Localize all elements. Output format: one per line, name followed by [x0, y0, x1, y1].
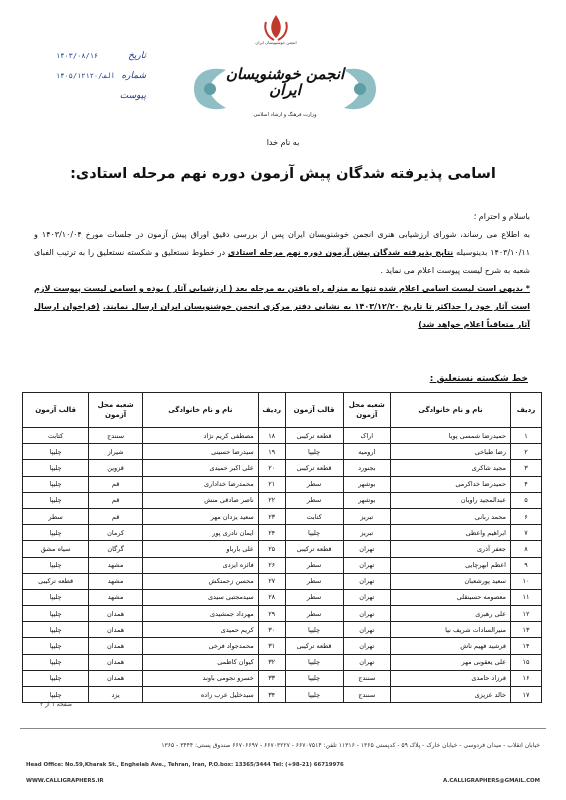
table-cell: یزد	[89, 687, 143, 703]
table-row	[23, 508, 542, 524]
table-cell: چلیپا	[23, 460, 89, 476]
table-cell: قطعه ترکیبی	[285, 541, 343, 557]
table-cell: ابراهیم واعظی	[391, 525, 511, 541]
table-cell: چلیپا	[285, 670, 343, 686]
logo-caption: انجمن خوشنویسان ایران	[255, 40, 297, 45]
table-cell: ۳۲	[258, 654, 285, 670]
table-row	[23, 654, 542, 670]
table-cell: همدان	[89, 654, 143, 670]
footer-divider	[20, 728, 546, 729]
table-cell: ۱۲	[510, 606, 541, 622]
table-cell: سیدرضا حسینی	[142, 444, 258, 460]
page-number: صفحه ۱ از ۲	[40, 701, 72, 708]
candidates-table	[22, 392, 542, 703]
page-title: اسامی پذیرفته شدگان پیش آزمون دوره نهم مرحله استادی:	[70, 166, 496, 182]
letter-meta	[56, 46, 146, 106]
table-cell: سطر	[285, 557, 343, 573]
table-cell: سنندج	[343, 687, 391, 703]
table-cell: سطر	[285, 476, 343, 492]
table-cell: سنندج	[89, 428, 143, 444]
table-cell: قم	[89, 476, 143, 492]
society-name: انجمن خوشنویسان ایران	[225, 65, 345, 99]
table-cell: تهران	[343, 557, 391, 573]
greeting: باسلام و احترام ؛	[473, 212, 530, 221]
table-cell: چلیپا	[23, 444, 89, 460]
table-cell: فرزاد حامدی	[391, 670, 511, 686]
table-row	[23, 687, 542, 703]
table-cell: قزوین	[89, 460, 143, 476]
ornament-right-icon	[340, 62, 380, 116]
table-cell: همدان	[89, 670, 143, 686]
footer-contacts	[26, 778, 540, 784]
table-row	[23, 638, 542, 654]
column-header: شعبه محل آزمون	[89, 393, 143, 428]
table-cell: محسن زحمتکش	[142, 573, 258, 589]
table-cell: ۹	[510, 557, 541, 573]
table-cell: قطعه ترکیبی	[285, 428, 343, 444]
table-row	[23, 541, 542, 557]
ministry-line: وزارت فرهنگ و ارشاد اسلامی	[253, 112, 317, 118]
table-cell: کتابت	[285, 508, 343, 524]
table-cell: تهران	[343, 541, 391, 557]
table-cell: فائزه ایزدی	[142, 557, 258, 573]
table-cell: سنندج	[343, 670, 391, 686]
table-cell: عبدالمجید راویان	[391, 492, 511, 508]
table-cell: چلیپا	[23, 638, 89, 654]
table-cell: ۱۹	[258, 444, 285, 460]
table-cell: کیوان کاظمی	[142, 654, 258, 670]
table-cell: ۱۰	[510, 573, 541, 589]
table-cell: سیدمجتبی سیدی	[142, 589, 258, 605]
table-cell: کرمان	[89, 525, 143, 541]
table-cell: بوشهر	[343, 492, 391, 508]
table-cell: ۸	[510, 541, 541, 557]
table-row	[23, 525, 542, 541]
table-cell: چلیپا	[23, 670, 89, 686]
table-cell: چلیپا	[23, 687, 89, 703]
column-header: ردیف	[510, 393, 541, 428]
table-cell: جعفر آذری	[391, 541, 511, 557]
table-row	[23, 476, 542, 492]
table-cell: مشهد	[89, 557, 143, 573]
table-cell: خالد عزیزی	[391, 687, 511, 703]
table-row	[23, 606, 542, 622]
table-cell: سطر	[285, 573, 343, 589]
table-cell: ۲۱	[258, 476, 285, 492]
table-cell: سعید پورشعبان	[391, 573, 511, 589]
table-cell: علی بارباو	[142, 541, 258, 557]
table-cell: محمدجواد فرخی	[142, 638, 258, 654]
table-header-row	[23, 393, 542, 428]
table-cell: سعید یزدان مهر	[142, 508, 258, 524]
table-cell: خسرو نجومی باوند	[142, 670, 258, 686]
table-cell: ۱۳	[510, 622, 541, 638]
table-cell: حمیدرضا شمسی پویا	[391, 428, 511, 444]
table-row	[23, 557, 542, 573]
table-cell: ۶	[510, 508, 541, 524]
table-cell: ۵	[510, 492, 541, 508]
table-cell: فرشید فهیم ناش	[391, 638, 511, 654]
table-cell: چلیپا	[23, 606, 89, 622]
table-cell: ایمان نادری پور	[142, 525, 258, 541]
column-header: شعبه محل آزمون	[343, 393, 391, 428]
table-cell: مجید شاکری	[391, 460, 511, 476]
table-cell: چلیپا	[285, 525, 343, 541]
table-cell: چلیپا	[285, 444, 343, 460]
table-cell: تهران	[343, 638, 391, 654]
table-cell: ۳	[510, 460, 541, 476]
table-cell: ۱۵	[510, 654, 541, 670]
table-cell: سطر	[23, 508, 89, 524]
table-cell: تهران	[343, 589, 391, 605]
table-cell: محمد ربانی	[391, 508, 511, 524]
table-cell: ۳۰	[258, 622, 285, 638]
table-row	[23, 670, 542, 686]
letter-body	[34, 208, 530, 334]
table-cell: چلیپا	[23, 476, 89, 492]
table-cell: ۱۶	[510, 670, 541, 686]
footer-address-en: Head Office: No.59,Kharak St., Enghelab Ave., Tehran, Iran, P.O.box: 13365/3444 Tel: (+98-21) 66719976	[26, 762, 344, 768]
table-cell: ۷	[510, 525, 541, 541]
table-row	[23, 444, 542, 460]
table-cell: چلیپا	[23, 622, 89, 638]
website-link[interactable]: WWW.CALLIGRAPHERS.IR	[26, 778, 104, 784]
paragraph-1: به اطلاع می رساند، شورای ارزشیابی هنری انجمن خوشنویسان ایران پس از بررسی دقیق اوراق پیش آزمون در جلسات مورخ ۱۴۰۳/۱۰/۰۴ و ۱۴۰۳/۱۰/۱۱ بدینوسیله نتایج پذیرفته شدگان پیش آزمون دوره نهم مرحله استادی در خطوط نستعلیق و شکسته نستعلیق را به ترتیب الفبای شعبه به شرح لیست پیوست اعلام می نماید .	[34, 230, 531, 275]
table-cell: ۲۰	[258, 460, 285, 476]
table-cell: چلیپا	[23, 492, 89, 508]
table-cell: مهرداد جمشیدی	[142, 606, 258, 622]
table-cell: همدان	[89, 622, 143, 638]
table-cell: قم	[89, 508, 143, 524]
table-cell: علی یعقوبی مهر	[391, 654, 511, 670]
table-cell: مشهد	[89, 573, 143, 589]
table-cell: سطر	[285, 589, 343, 605]
table-cell: چلیپا	[23, 589, 89, 605]
meta-date: ۱۴۰۳/۰۸/۱۶ تاریخ	[56, 51, 146, 61]
table-cell: تهران	[343, 573, 391, 589]
table-cell: ۱۱	[510, 589, 541, 605]
table-cell: ۱	[510, 428, 541, 444]
table-cell: ۲۹	[258, 606, 285, 622]
table-row	[23, 622, 542, 638]
table-cell: سطر	[285, 606, 343, 622]
table-row	[23, 589, 542, 605]
table-cell: مشهد	[89, 589, 143, 605]
column-header: قالب آزمون	[285, 393, 343, 428]
table-cell: ۲۴	[258, 525, 285, 541]
table-row	[23, 492, 542, 508]
table-row	[23, 428, 542, 444]
table-cell: رضا طباخی	[391, 444, 511, 460]
table-cell: ۴	[510, 476, 541, 492]
footer-address-fa: خیابان انقلاب - میدان فردوسی - خیابان خارک - پلاک ۵۹ - کدپستی ۱۳۶۵ - ۱۱۳۱۶ تلفن: ۶۶۷۰۷۵۱۴ - ۶۶۷۰۳۲۲۷ - ۶۶۷۰۶۶۹۷ صندوق پستی: ۳۴۴۴ - ۱۳۶۵	[161, 742, 540, 749]
table-cell: ۳۴	[258, 687, 285, 703]
table-cell: قطعه ترکیبی	[285, 638, 343, 654]
table-cell: اراک	[343, 428, 391, 444]
table-cell: چلیپا	[23, 557, 89, 573]
table-cell: همدان	[89, 606, 143, 622]
table-cell: چلیپا	[285, 687, 343, 703]
table-cell: ناصر صادقی منش	[142, 492, 258, 508]
table-cell: ۲۷	[258, 573, 285, 589]
meta-attachment: پیوست	[119, 91, 146, 101]
table-cell: ۱۴	[510, 638, 541, 654]
table-cell: ۲۵	[258, 541, 285, 557]
table-row	[23, 573, 542, 589]
table-cell: چلیپا	[23, 654, 89, 670]
table-cell: گرگان	[89, 541, 143, 557]
table-cell: سیدخلیل عرب زاده	[142, 687, 258, 703]
table-cell: منیرالسادات شریف نیا	[391, 622, 511, 638]
table-cell: تهران	[343, 606, 391, 622]
table-cell: چلیپا	[285, 622, 343, 638]
table-cell: ۳۱	[258, 638, 285, 654]
table-cell: علی اکبر حمیدی	[142, 460, 258, 476]
table-cell: محمدرضا خداداری	[142, 476, 258, 492]
table-cell: ۲	[510, 444, 541, 460]
meta-number: ۱۴۰۵/۱۲۱۲۰/الف شماره	[56, 71, 146, 81]
column-header: قالب آزمون	[23, 393, 89, 428]
table-cell: ۲۸	[258, 589, 285, 605]
table-cell: مصطفی کریم نژاد	[142, 428, 258, 444]
table-cell: علی رهبری	[391, 606, 511, 622]
table-cell: تهران	[343, 654, 391, 670]
table-cell: چلیپا	[23, 525, 89, 541]
table-cell: همدان	[89, 638, 143, 654]
table-cell: اعظم ابهرچایی	[391, 557, 511, 573]
table-cell: سطر	[285, 492, 343, 508]
table-cell: تبریز	[343, 508, 391, 524]
table-cell: کریم حمیدی	[142, 622, 258, 638]
table-cell: بجنورد	[343, 460, 391, 476]
section-title: خط شکسته نستعلیق :	[429, 374, 528, 384]
table-cell: تبریز	[343, 525, 391, 541]
table-cell: ارومیه	[343, 444, 391, 460]
table-body	[23, 428, 542, 703]
table-cell: ۱۷	[510, 687, 541, 703]
table-cell: ۲۳	[258, 508, 285, 524]
table-cell: ۱۸	[258, 428, 285, 444]
column-header: نام و نام خانوادگی	[391, 393, 511, 428]
table-cell: قطعه ترکیبی	[23, 573, 89, 589]
table-cell: کتابت	[23, 428, 89, 444]
table-row	[23, 460, 542, 476]
table-cell: تهران	[343, 622, 391, 638]
paragraph-2: * بدیهی است لیست اسامی اعلام شده تنها به منزله راه یافتن به مرحله بعد ( ارزشیابی آثار ) بوده و اسامی لیست پیوست لازم است آثار خود را حداکثر تا تاریخ ۱۴۰۳/۱۲/۲۰ به نشانی دفتر مرکزی انجمن خوشنویسان ایران ارسال نمایند. (فراخوان ارسال آثار متعاقباً اعلام خواهد شد)	[34, 284, 530, 329]
column-header: نام و نام خانوادگی	[142, 393, 258, 428]
table-cell: ۲۶	[258, 557, 285, 573]
table-cell: قطعه ترکیبی	[285, 460, 343, 476]
table-cell: حمیدرضا خداکرمی	[391, 476, 511, 492]
table-cell: معصومه حسینقلی	[391, 589, 511, 605]
table-cell: سیاه مشق	[23, 541, 89, 557]
column-header: ردیف	[258, 393, 285, 428]
email-link[interactable]: A.CALLIGRAPHERS@GMAIL.COM	[443, 778, 540, 784]
table-cell: بوشهر	[343, 476, 391, 492]
table-cell: ۲۲	[258, 492, 285, 508]
table-cell: شیراز	[89, 444, 143, 460]
table-cell: ۳۳	[258, 670, 285, 686]
table-cell: قم	[89, 492, 143, 508]
bismillah: به نام خدا	[266, 138, 300, 147]
table-cell: چلیپا	[285, 654, 343, 670]
